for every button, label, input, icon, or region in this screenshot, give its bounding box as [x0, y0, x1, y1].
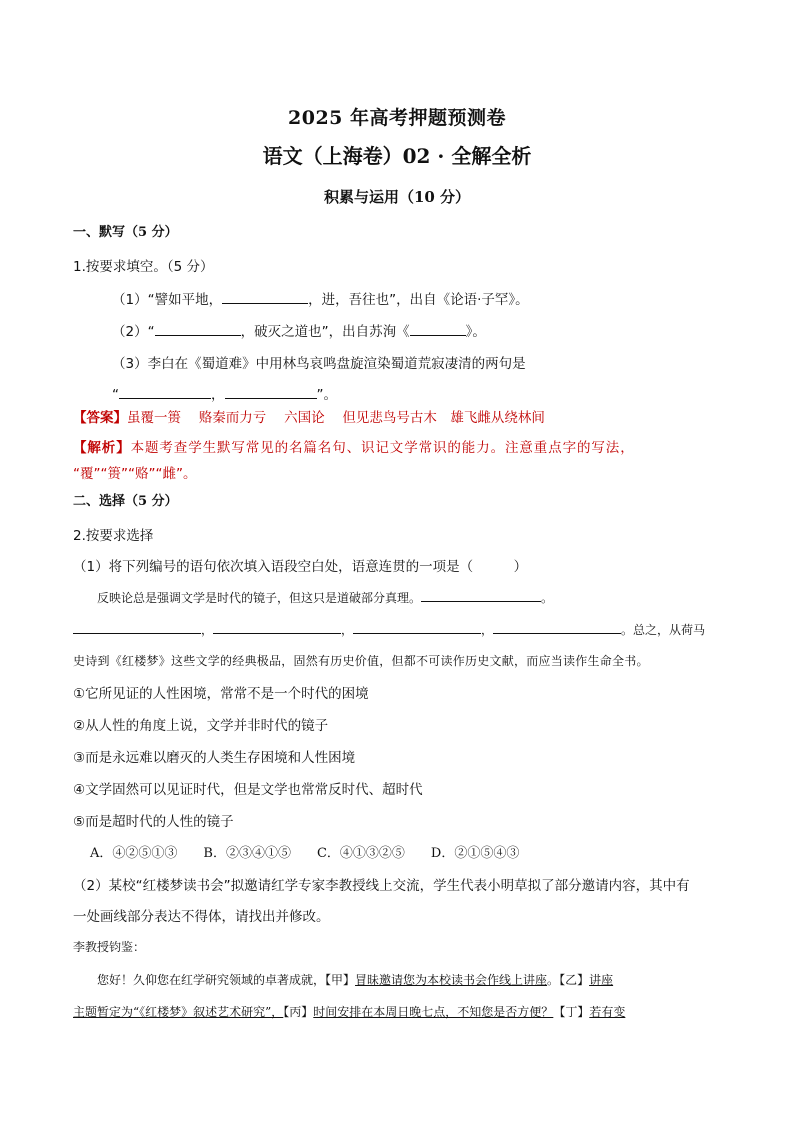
sentence-option-1: ①它所见证的人性困境，常常不是一个时代的困境: [73, 686, 369, 702]
item-text: ，进，吾往也”，出自《论语·子罕》。: [308, 292, 529, 308]
underlined-phrase-ding: 若有变: [589, 1005, 626, 1019]
section-heading-dictation: 一、默写（5 分）: [73, 225, 178, 240]
question-1-item-1: [112, 288, 529, 308]
fill-blank[interactable]: [155, 322, 241, 336]
item-text: （2）“: [112, 324, 155, 340]
sentence-option-3: ③而是永远难以磨灭的人类生存困境和人性困境: [73, 750, 356, 766]
question-2-stem: 2.按要求选择: [73, 528, 154, 544]
letter-line-1: [97, 971, 613, 988]
marker-bing: 【丙】: [283, 1005, 314, 1019]
letter-salutation: 李教授钧鉴：: [73, 940, 146, 954]
fill-blank[interactable]: [73, 620, 201, 634]
question-1-stem: 1.按要求填空。（5 分）: [73, 259, 214, 275]
fill-blank[interactable]: [493, 620, 621, 634]
analysis-line-2: “覆”“篑”“赂”“雌”。: [73, 466, 197, 482]
question-2-sub-2-line-2: 一处画线部分表达不得体，请找出并修改。: [73, 909, 330, 925]
passage-text: 反映论总是强调文学是时代的镜子，但这只是道破部分真理。: [97, 591, 422, 605]
part-title: 积累与运用（10 分）: [323, 188, 471, 206]
letter-line-2: [73, 1003, 625, 1020]
sentence-option-4: ④文学固然可以见证时代，但是文学也常常反时代、超时代: [73, 782, 423, 798]
fill-blank[interactable]: [410, 322, 466, 336]
letter-text: 您好！久仰您在红学研究领域的卓著成就，: [97, 973, 326, 987]
section-heading-choice: 二、选择（5 分）: [73, 494, 178, 509]
question-2-sub-1-stem: （1）将下列编号的语句依次填入语段空白处，语意连贯的一项是（ ）: [73, 559, 528, 575]
marker-jia: 【甲】: [325, 973, 356, 987]
item-text: ，: [211, 387, 225, 403]
fill-blank[interactable]: [213, 620, 341, 634]
question-1-item-3-blanks: [112, 383, 337, 403]
question-2-sub-2-line-1: （2）某校“红楼梦读书会”拟邀请红学专家李教授线上交流，学生代表小明草拟了部分邀请内容，其中有: [73, 878, 690, 894]
option-d[interactable]: D．②①⑤④③: [430, 846, 520, 861]
fill-blank[interactable]: [222, 290, 308, 304]
marker-yi: 【乙】: [559, 973, 590, 987]
letter-text: 。: [547, 973, 560, 987]
underlined-phrase-yi: 讲座: [589, 973, 614, 987]
item-text: “: [112, 387, 119, 403]
passage-line-1: [97, 588, 553, 606]
passage-text: 。: [541, 591, 554, 605]
analysis-label: 【解析】: [73, 440, 131, 456]
fill-blank[interactable]: [353, 620, 481, 634]
exam-subtitle: 语文（上海卷）02 · 全解全析: [262, 144, 532, 168]
answer-text: 虽覆一篑 赂秦而力亏 六国论 但见悲鸟号古木 雄飞雌从绕林间: [127, 410, 545, 426]
item-text: ，破灭之道也”，出自苏洵《: [240, 324, 410, 340]
fill-blank[interactable]: [225, 385, 317, 399]
underlined-phrase-yi: 主题暂定为“《红楼梦》叙述艺术研究”，: [73, 1005, 284, 1019]
item-text: 》。: [465, 324, 486, 340]
option-a[interactable]: A．④②⑤①③: [90, 846, 178, 861]
marker-ding: 【丁】: [553, 1005, 590, 1019]
passage-line-2: ， ， ， 。总之，从荷马: [73, 620, 705, 638]
fill-blank[interactable]: [421, 588, 541, 602]
question-1-item-2: [112, 320, 486, 340]
answer-label: 【答案】: [73, 410, 127, 426]
item-text: （1）“譬如平地，: [112, 292, 223, 308]
answer-options: [90, 842, 545, 861]
option-b[interactable]: B．②③④①⑤: [203, 846, 291, 861]
sentence-option-5: ⑤而是超时代的人性的镜子: [73, 814, 234, 830]
analysis-line-1: [73, 436, 635, 456]
fill-blank[interactable]: [119, 385, 211, 399]
passage-line-3: 史诗到《红楼梦》这些文学的经典极品，固然有历史价值，但都不可读作历史文献，而应当读作生命全书。: [73, 654, 649, 668]
question-1-item-3: （3）李白在《蜀道难》中用林鸟哀鸣盘旋渲染蜀道荒寂凄清的两句是: [112, 356, 526, 372]
exam-title: 2025 年高考押题预测卷: [288, 107, 506, 129]
underlined-phrase-jia: 冒昧邀请您为本校读书会作线上讲座: [355, 973, 548, 987]
underlined-phrase-bing: 时间安排在本周日晚七点，不知您是否方便？: [313, 1005, 554, 1019]
option-c[interactable]: C．④①③②⑤: [316, 846, 405, 861]
answer-line: [73, 406, 545, 426]
passage-text: 。总之，从荷马: [621, 623, 706, 637]
analysis-text: 本题考查学生默写常见的名篇名句、识记文学常识的能力。注意重点字的写法，: [130, 440, 635, 456]
sentence-option-2: ②从人性的角度上说，文学并非时代的镜子: [73, 718, 329, 734]
item-text: ”。: [316, 387, 337, 403]
